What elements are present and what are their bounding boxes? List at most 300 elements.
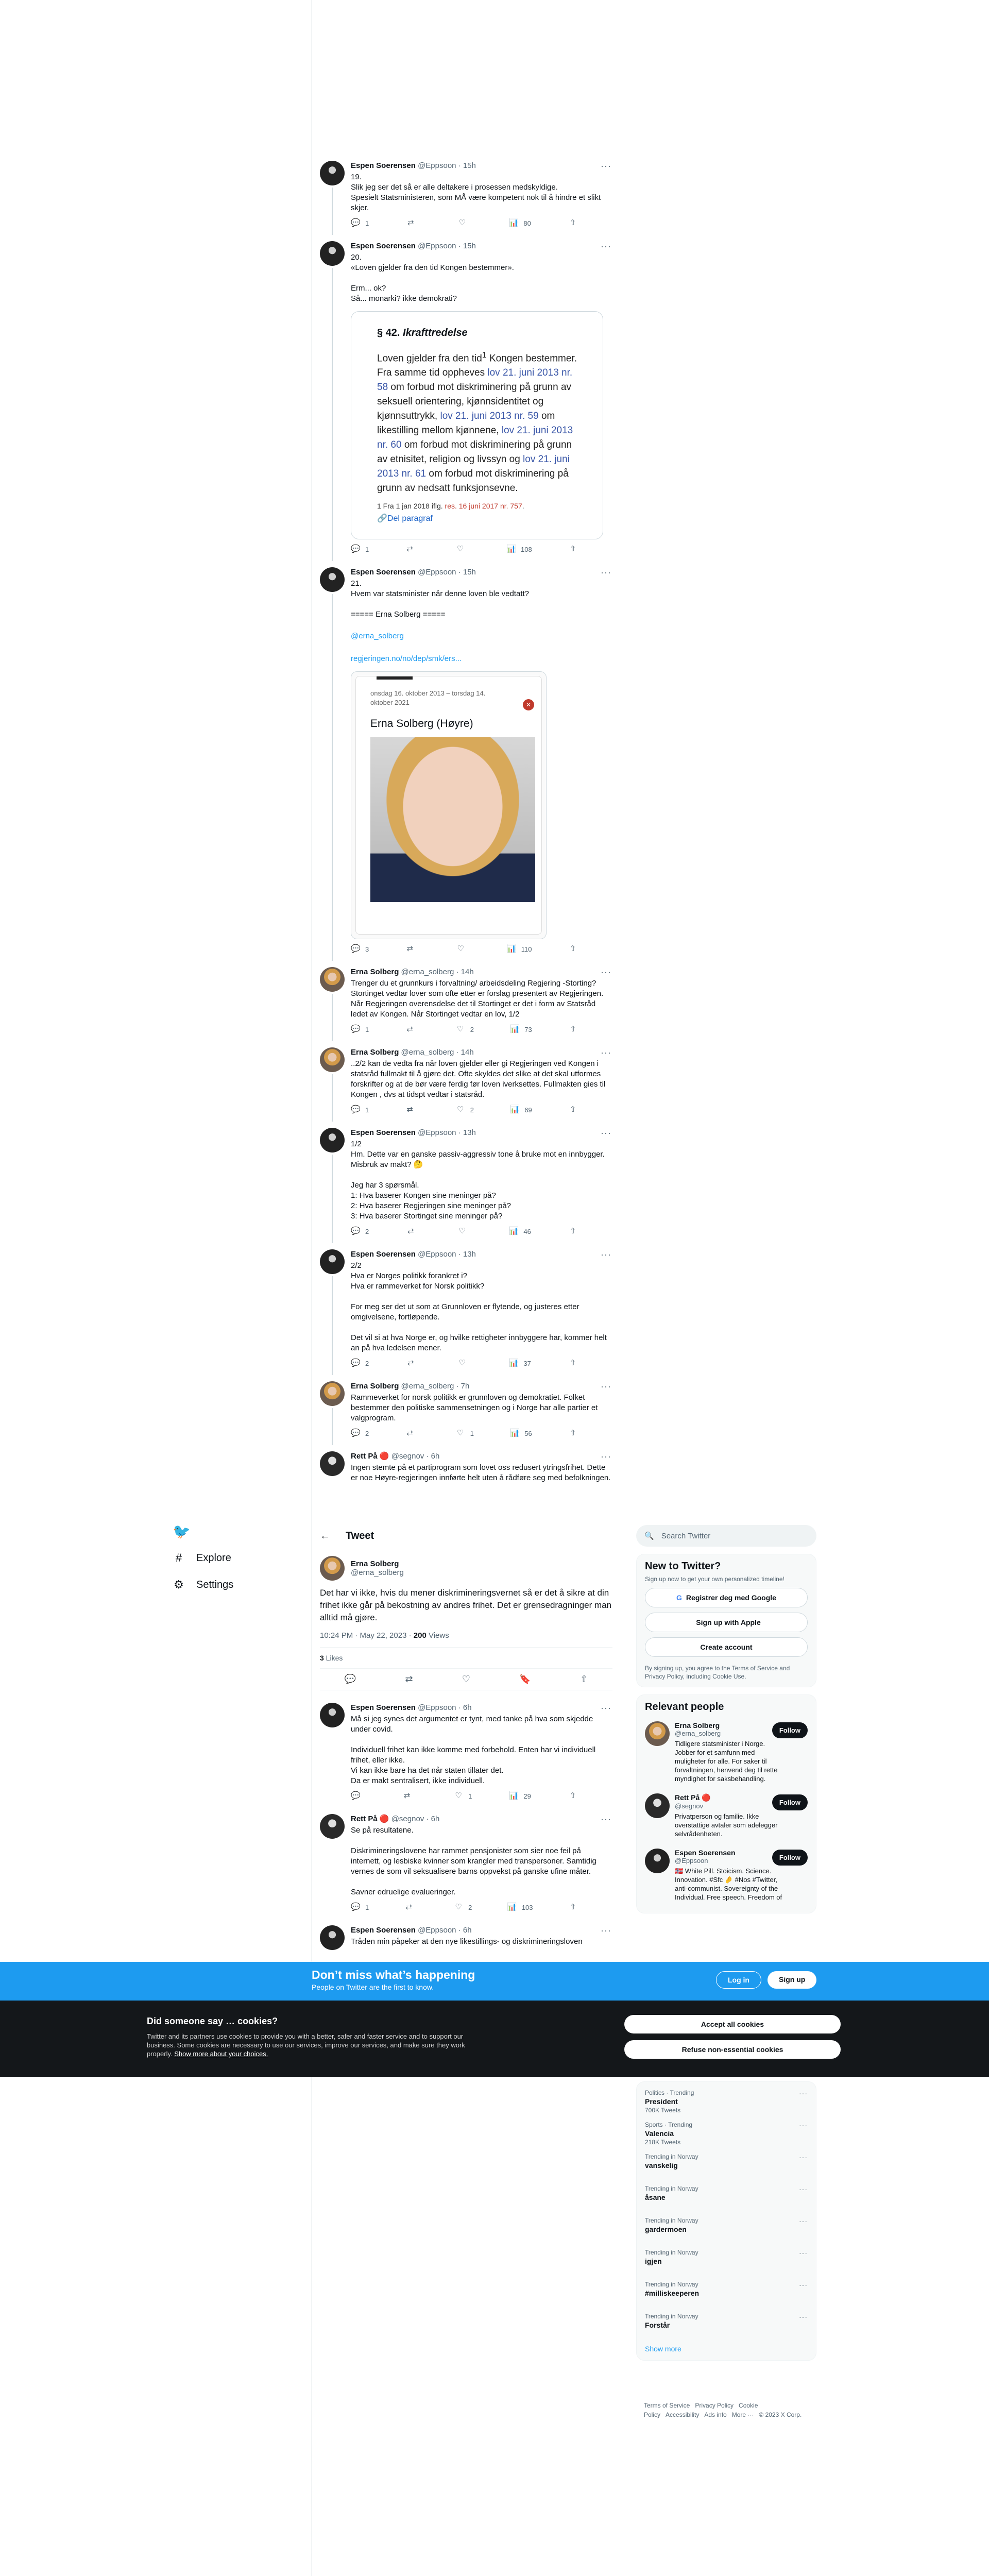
tweet-text: Trenger du et grunnkurs i forvaltning/ arbeidsdeling Regjering -Storting? Stortinget vedtar lover som ofte etter er forslag presentert av Regjeringen. Når Regjeringen overensdelse det til Stortinget er det i form av Statsråd ledet av Kongen. Når Stortinget vedtar en lov, 1/2 bbox=[351, 979, 606, 1019]
reply-button[interactable] bbox=[351, 1025, 369, 1034]
avatar[interactable] bbox=[320, 241, 345, 266]
avatar[interactable] bbox=[320, 1451, 345, 1476]
views-count: 69 bbox=[524, 1106, 532, 1114]
like-button[interactable] bbox=[454, 1791, 472, 1801]
reply-count: 2 bbox=[365, 1227, 369, 1235]
tweet-actions bbox=[351, 1791, 577, 1801]
tweet-header bbox=[351, 1381, 612, 1392]
footer-link[interactable]: © 2023 X Corp. bbox=[759, 2411, 802, 2418]
trend-count: 218K Tweets bbox=[645, 2139, 681, 2146]
trend-item[interactable] bbox=[645, 2118, 808, 2150]
avatar[interactable] bbox=[320, 1814, 345, 1839]
author-name[interactable]: Espen Soerensen bbox=[351, 1128, 416, 1138]
like-button[interactable] bbox=[456, 944, 470, 954]
retweet-icon: ⇄ bbox=[407, 1227, 414, 1236]
like-icon: ♡ bbox=[455, 1791, 462, 1800]
apple-signup-label: Sign up with Apple bbox=[696, 1618, 761, 1626]
avatar[interactable] bbox=[320, 967, 345, 992]
more-options-icon[interactable]: ··· bbox=[601, 967, 611, 978]
views-count: 110 bbox=[521, 945, 532, 953]
author-handle[interactable]: @erna_solberg bbox=[401, 1048, 454, 1057]
more-options-icon[interactable]: ··· bbox=[601, 161, 611, 171]
views-button[interactable] bbox=[510, 1429, 532, 1438]
avatar[interactable] bbox=[320, 161, 345, 185]
share-button[interactable] bbox=[568, 1227, 577, 1236]
share-button[interactable] bbox=[568, 1429, 577, 1438]
share-button[interactable] bbox=[568, 1359, 577, 1368]
tweet[interactable] bbox=[312, 1041, 621, 1122]
views-button[interactable] bbox=[506, 545, 532, 554]
more-options-icon[interactable]: ··· bbox=[601, 1128, 611, 1139]
reply-button[interactable] bbox=[351, 1105, 369, 1114]
trend-item[interactable] bbox=[645, 2246, 808, 2278]
tweet-time[interactable]: · 6h bbox=[458, 1703, 472, 1712]
tweet-header bbox=[351, 1047, 612, 1058]
trend-category: Sports · Trending bbox=[645, 2121, 693, 2128]
like-icon[interactable]: ♡ bbox=[462, 1674, 471, 1684]
create-account-label: Create account bbox=[700, 1643, 753, 1651]
avatar[interactable] bbox=[320, 1556, 345, 1581]
author-handle[interactable]: @Eppsoon bbox=[418, 161, 456, 170]
tweet[interactable] bbox=[312, 235, 621, 561]
views-button[interactable] bbox=[509, 1359, 531, 1368]
law-section-number: § 42. bbox=[377, 327, 400, 338]
author-handle[interactable]: @Eppsoon bbox=[418, 1250, 456, 1259]
more-options-icon[interactable]: ··· bbox=[601, 1703, 611, 1713]
banner-subtitle: People on Twitter are the first to know. bbox=[312, 1983, 434, 1991]
retweet-icon: ⇄ bbox=[406, 545, 413, 554]
like-button[interactable] bbox=[456, 545, 470, 554]
retweet-button[interactable] bbox=[405, 1025, 420, 1034]
share-icon: ⇧ bbox=[569, 1025, 576, 1034]
reply-icon: 💬 bbox=[351, 1105, 361, 1114]
reply-button[interactable] bbox=[351, 1359, 369, 1368]
nav-settings-label: Settings bbox=[196, 1579, 234, 1590]
retweet-icon: ⇄ bbox=[403, 1791, 411, 1800]
person-bio: Privatperson og familie. Ikke overstattige avtaler som adelegger selvrådenheten. bbox=[675, 1812, 778, 1838]
views-icon: 📊 bbox=[510, 1105, 520, 1114]
relevant-person[interactable] bbox=[645, 1716, 808, 1788]
focused-tweet-actions bbox=[320, 1669, 612, 1690]
author-name[interactable]: Espen Soerensen bbox=[351, 1926, 416, 1935]
avatar[interactable] bbox=[645, 1721, 670, 1746]
more-options-icon[interactable]: ··· bbox=[799, 2089, 808, 2097]
views-icon: 📊 bbox=[509, 1791, 519, 1800]
trend-name: åsane bbox=[645, 2193, 666, 2201]
reply-button[interactable] bbox=[351, 1791, 365, 1801]
trend-category: Trending in Norway bbox=[645, 2249, 698, 2256]
views-button[interactable] bbox=[509, 1791, 531, 1801]
more-options-icon[interactable]: ··· bbox=[799, 2217, 808, 2225]
likes-stat[interactable] bbox=[320, 1648, 612, 1669]
create-account-button[interactable] bbox=[645, 1637, 808, 1657]
author-handle[interactable]: @segnov bbox=[391, 1815, 424, 1823]
share-button[interactable] bbox=[568, 1791, 577, 1801]
more-options-icon[interactable]: ··· bbox=[601, 1381, 611, 1392]
apple-signup-button[interactable] bbox=[645, 1613, 808, 1632]
conversation-thread bbox=[312, 155, 621, 1490]
detail-title: Tweet bbox=[346, 1530, 374, 1541]
cookie-more-link[interactable]: Show more about your choices. bbox=[174, 2050, 268, 2058]
trend-item[interactable] bbox=[645, 2214, 808, 2246]
panel-subtitle: Sign up now to get your own personalized timeline! bbox=[645, 1575, 785, 1583]
share-button[interactable] bbox=[568, 545, 577, 554]
tweet-time[interactable]: · 15h bbox=[458, 242, 476, 250]
more-options-icon[interactable]: ··· bbox=[799, 2249, 808, 2257]
retweet-button[interactable] bbox=[405, 545, 420, 554]
reply-button[interactable] bbox=[351, 944, 369, 954]
tweet[interactable] bbox=[312, 1122, 621, 1243]
follow-button[interactable]: Follow bbox=[772, 1794, 808, 1810]
views-button[interactable] bbox=[509, 218, 531, 228]
reply-button[interactable] bbox=[351, 545, 369, 554]
like-count: 2 bbox=[468, 1903, 472, 1911]
trend-item[interactable] bbox=[645, 2086, 808, 2118]
follow-button[interactable]: Follow bbox=[772, 1722, 808, 1738]
more-options-icon[interactable]: ··· bbox=[601, 1249, 611, 1260]
url-link[interactable]: regjeringen.no/no/dep/smk/ers... bbox=[351, 654, 462, 664]
hashtag-icon: # bbox=[175, 1551, 182, 1564]
author-handle[interactable]: @Eppsoon bbox=[418, 568, 456, 577]
cookie-title: Did someone say … cookies? bbox=[147, 2016, 278, 2026]
trend-list bbox=[645, 2086, 808, 2342]
tweet-time[interactable]: · 7h bbox=[456, 1382, 470, 1391]
retweet-button[interactable] bbox=[404, 1903, 419, 1912]
author-name[interactable]: Rett På 🔴 bbox=[351, 1815, 389, 1823]
views-icon: 📊 bbox=[509, 218, 519, 227]
tweet-time[interactable]: · 14h bbox=[456, 968, 474, 977]
trend-item[interactable] bbox=[645, 2150, 808, 2182]
person-handle[interactable]: @erna_solberg bbox=[675, 1730, 721, 1737]
thread-connector bbox=[332, 1408, 333, 1445]
thread-connector bbox=[332, 268, 333, 561]
trend-category: Trending in Norway bbox=[645, 2185, 698, 2192]
person-info bbox=[675, 1793, 783, 1838]
refuse-cookies-button[interactable]: Refuse non-essential cookies bbox=[624, 2040, 841, 2059]
tweet-time[interactable]: · 6h bbox=[426, 1815, 440, 1823]
law-text-segment: om forbud mot diskriminering på grunn av etnisitet, religion og livssyn og bbox=[377, 439, 572, 465]
signup-terms: By signing up, you agree to the Terms of Service and Privacy Policy, including Cookie Use. bbox=[645, 1665, 790, 1680]
accept-cookies-button[interactable]: Accept all cookies bbox=[624, 2015, 841, 2033]
tweet-actions bbox=[351, 1429, 577, 1438]
tweet-text: Se på resultatene. Diskrimineringslovene har rammet pensjonister som sier noe feil på internett, og lesbiske kvinner som krangler med transpersoner. Samtidig vernes de som vil seksualisere barns oppvekst på ganske ufine måter. Savner edruelige evalueringer. bbox=[351, 1826, 596, 1896]
follow-button[interactable]: Follow bbox=[772, 1850, 808, 1866]
reply-count: 1 bbox=[365, 1025, 369, 1033]
more-options-icon[interactable]: ··· bbox=[799, 2185, 808, 2193]
more-options-icon[interactable]: ··· bbox=[799, 2153, 808, 2161]
more-options-icon[interactable]: ··· bbox=[601, 567, 611, 578]
trend-category: Trending in Norway bbox=[645, 2313, 698, 2320]
author-handle[interactable]: @erna_solberg bbox=[351, 1568, 404, 1577]
close-icon[interactable]: ✕ bbox=[523, 699, 534, 710]
footnote-link[interactable]: res. 16 juni 2017 nr. 757 bbox=[445, 502, 522, 511]
share-button[interactable] bbox=[568, 1903, 577, 1912]
tweet-time[interactable]: · 6h bbox=[426, 1452, 440, 1461]
law-reference-link[interactable]: lov 21. juni 2013 nr. 61 bbox=[377, 454, 570, 480]
tweet[interactable] bbox=[312, 561, 621, 961]
person-info bbox=[675, 1721, 783, 1783]
tweet-text: ..2/2 kan de vedta fra når loven gjelder eller gi Regjeringen ved Kongen i statsråd fullmakt til å gjøre det. Ofte skyldes det slike at det skal utformes forskrifter og at de bør være ferdig før loven iverksettes. Fullmakten gies til Kongen , dvs at tidspt vedtar i statsråd. bbox=[351, 1059, 608, 1099]
retweet-icon: ⇄ bbox=[406, 944, 414, 954]
focused-tweet bbox=[312, 1550, 621, 1697]
like-count: 1 bbox=[470, 1429, 474, 1437]
law-reference-link[interactable]: lov 21. juni 2013 nr. 58 bbox=[377, 367, 573, 393]
footer-link[interactable]: More ··· bbox=[731, 2411, 754, 2418]
bookmark-icon[interactable]: 🔖 bbox=[519, 1674, 531, 1684]
person-name[interactable]: Espen Soerensen bbox=[675, 1849, 736, 1857]
show-more-link[interactable]: Show more bbox=[645, 2345, 681, 2353]
views-icon: 📊 bbox=[507, 1903, 517, 1911]
like-button[interactable] bbox=[456, 1105, 474, 1114]
views-button[interactable] bbox=[507, 1903, 533, 1912]
author-name[interactable]: Erna Solberg bbox=[351, 1560, 399, 1568]
tweet-time[interactable]: · 13h bbox=[458, 1250, 476, 1259]
author-name[interactable]: Erna Solberg bbox=[351, 1048, 399, 1057]
reply-button[interactable] bbox=[351, 218, 369, 228]
tweet[interactable] bbox=[312, 1808, 621, 1919]
avatar[interactable] bbox=[645, 1849, 670, 1873]
reply-button[interactable] bbox=[351, 1429, 369, 1438]
tweet-time[interactable]: · 14h bbox=[456, 1048, 474, 1057]
author-name[interactable]: Espen Soerensen bbox=[351, 1703, 416, 1712]
relevant-person[interactable] bbox=[645, 1843, 808, 1907]
author-handle[interactable]: @segnov bbox=[391, 1452, 424, 1461]
footer-link[interactable]: Cookie Policy bbox=[644, 2402, 758, 2418]
views-icon: 📊 bbox=[509, 1227, 519, 1236]
reply-icon: 💬 bbox=[351, 1791, 361, 1800]
author-name[interactable]: Rett På 🔴 bbox=[351, 1452, 389, 1461]
tweet[interactable] bbox=[312, 1243, 621, 1375]
author-name[interactable]: Espen Soerensen bbox=[351, 161, 416, 170]
share-button[interactable] bbox=[568, 218, 577, 228]
relevant-person[interactable] bbox=[645, 1788, 808, 1843]
tweet-text: Ingen stemte på et partiprogram som lovet oss redusert ytringsfrihet. Dette er noe Høyre-regjeringen innførte helt uten å rådføre seg med befolkningen. bbox=[351, 1463, 611, 1483]
law-reference-link[interactable]: lov 21. juni 2013 nr. 60 bbox=[377, 425, 573, 451]
avatar[interactable] bbox=[320, 1925, 345, 1950]
reply-icon[interactable]: 💬 bbox=[344, 1674, 356, 1684]
views-icon: 📊 bbox=[509, 1359, 519, 1368]
reply-button[interactable] bbox=[351, 1227, 369, 1236]
share-button[interactable] bbox=[568, 1025, 577, 1034]
tweet[interactable] bbox=[312, 155, 621, 235]
retweet-icon: ⇄ bbox=[407, 1359, 414, 1368]
avatar[interactable] bbox=[320, 1703, 345, 1727]
like-button[interactable] bbox=[457, 218, 472, 228]
more-options-icon[interactable]: ··· bbox=[601, 1925, 611, 1936]
author-handle[interactable]: @Eppsoon bbox=[418, 242, 456, 250]
trend-category: Trending in Norway bbox=[645, 2281, 698, 2288]
person-name[interactable]: Erna Solberg bbox=[675, 1721, 720, 1730]
law-text bbox=[377, 348, 577, 496]
back-arrow-icon[interactable]: ← bbox=[320, 1530, 330, 1541]
tweet[interactable] bbox=[312, 1375, 621, 1445]
trend-name: gardermoen bbox=[645, 2225, 687, 2233]
views-button[interactable] bbox=[510, 1025, 532, 1034]
tweet-actions bbox=[351, 1359, 577, 1368]
author-name[interactable]: Espen Soerensen bbox=[351, 242, 416, 250]
retweet-button[interactable] bbox=[406, 1227, 420, 1236]
person-handle[interactable]: @segnov bbox=[675, 1802, 704, 1810]
like-button[interactable] bbox=[454, 1903, 472, 1912]
retweet-button[interactable] bbox=[402, 1791, 417, 1801]
author-name[interactable]: Espen Soerensen bbox=[351, 1250, 416, 1259]
law-text-segment: Loven gjelder fra den tid bbox=[377, 353, 482, 364]
reply-count: 1 bbox=[365, 1903, 369, 1911]
like-count: 1 bbox=[468, 1792, 472, 1800]
author-handle[interactable]: @Eppsoon bbox=[418, 1926, 456, 1935]
like-icon: ♡ bbox=[458, 218, 466, 227]
avatar[interactable] bbox=[320, 567, 345, 592]
trend-item[interactable] bbox=[645, 2278, 808, 2310]
law-title bbox=[377, 327, 577, 339]
person-name[interactable]: Rett På 🔴 bbox=[675, 1793, 711, 1802]
login-button[interactable]: Log in bbox=[716, 1971, 761, 1989]
author-handle[interactable]: @Eppsoon bbox=[418, 1703, 456, 1712]
footer-link[interactable]: Accessibility bbox=[666, 2411, 700, 2418]
law-text-segment: om forbud mot diskriminering på grunn av nedsatt funksjonsevne. bbox=[377, 468, 569, 494]
tweet-text: 21. Hvem var statsminister når denne loven ble vedtatt? ===== Erna Solberg ===== bbox=[351, 579, 530, 619]
views-icon: 📊 bbox=[510, 1429, 520, 1438]
more-options-icon[interactable]: ··· bbox=[799, 2121, 808, 2129]
law-text-segment: om forbud mot diskriminering på grunn av seksuell orientering, kjønnsidentitet og kjønnsuttrykk, bbox=[377, 382, 572, 422]
twitter-logo-icon[interactable]: 🐦 bbox=[173, 1523, 191, 1539]
tweet-text: 1/2 Hm. Dette var en ganske passiv-aggressiv tone å bruke mot en innbygger. Misbruk av makt? 🤔 Jeg har 3 spørsmål. 1: Hva baserer Kongen sine meninger på? 2: Hva baserer Regjeringen sine meninger på? 3: Hva baserer Stortinget sine meninger på? bbox=[351, 1140, 605, 1221]
tweet[interactable] bbox=[312, 1919, 621, 1954]
like-icon: ♡ bbox=[458, 1359, 466, 1368]
footer-link[interactable]: Terms of Service bbox=[644, 2402, 690, 2409]
trend-name: igjen bbox=[645, 2257, 662, 2265]
more-options-icon[interactable]: ··· bbox=[601, 1047, 611, 1058]
law-paragraph-card[interactable] bbox=[351, 311, 603, 539]
like-button[interactable] bbox=[457, 1227, 472, 1236]
nav-settings[interactable] bbox=[173, 1571, 306, 1598]
tweet[interactable] bbox=[312, 1697, 621, 1808]
more-options-icon[interactable]: ··· bbox=[799, 2281, 808, 2289]
tweet-text: 19. Slik jeg ser det så er alle deltakere i prosessen medskyldige. Spesielt Statsministeren, som MÅ være kompetent nok til å hindre et slikt skjer. bbox=[351, 173, 601, 212]
cookie-text: Twitter and its partners use cookies to provide you with a better, safer and faster service and to support our business. Some cookies are necessary to use our services, improve our services, and make sure they work properly. bbox=[147, 2032, 465, 2058]
more-options-icon[interactable]: ··· bbox=[601, 1814, 611, 1824]
author-handle[interactable]: @erna_solberg bbox=[401, 1382, 454, 1391]
retweet-button[interactable] bbox=[405, 944, 420, 954]
tweet-header bbox=[351, 161, 612, 171]
preview-top-bar bbox=[377, 676, 413, 680]
share-icon: ⇧ bbox=[569, 1359, 576, 1368]
like-button[interactable] bbox=[457, 1359, 472, 1368]
new-to-twitter-panel bbox=[636, 1554, 816, 1687]
focused-tweet-author bbox=[320, 1556, 612, 1581]
tweet-time[interactable]: 10:24 PM · May 22, 2023 · bbox=[320, 1631, 414, 1640]
author-name[interactable]: Espen Soerensen bbox=[351, 568, 416, 577]
avatar[interactable] bbox=[320, 1381, 345, 1406]
trend-item[interactable] bbox=[645, 2310, 808, 2342]
trend-item[interactable] bbox=[645, 2182, 808, 2214]
signup-button[interactable]: Sign up bbox=[768, 1971, 816, 1989]
tweet-time[interactable]: · 6h bbox=[458, 1926, 472, 1935]
retweet-button[interactable] bbox=[405, 1105, 420, 1114]
person-info bbox=[675, 1849, 783, 1902]
share-button[interactable] bbox=[568, 944, 577, 954]
trends-panel bbox=[636, 2081, 816, 2361]
share-button[interactable] bbox=[568, 1105, 577, 1114]
tweet-actions bbox=[351, 545, 577, 554]
nav-explore[interactable] bbox=[173, 1545, 306, 1571]
reply-button[interactable] bbox=[351, 1903, 369, 1912]
cookie-body bbox=[147, 2032, 487, 2058]
law-reference-link[interactable]: lov 21. juni 2013 nr. 59 bbox=[440, 411, 539, 422]
share-icon: ⇧ bbox=[569, 218, 576, 227]
views-button[interactable] bbox=[509, 1227, 531, 1236]
avatar[interactable] bbox=[320, 1128, 345, 1153]
reply-icon: 💬 bbox=[351, 1025, 361, 1034]
retweet-button[interactable] bbox=[406, 1359, 420, 1368]
views-count: 200 bbox=[413, 1631, 427, 1640]
like-button[interactable] bbox=[456, 1025, 474, 1034]
retweet-button[interactable] bbox=[405, 1429, 420, 1438]
share-icon: ⇧ bbox=[569, 944, 576, 954]
views-count: 37 bbox=[523, 1359, 531, 1367]
avatar[interactable] bbox=[320, 1249, 345, 1274]
tweet-header bbox=[351, 1249, 612, 1260]
tweet-time[interactable]: · 15h bbox=[458, 568, 476, 577]
author-handle[interactable]: @erna_solberg bbox=[401, 968, 454, 977]
tweet[interactable] bbox=[312, 961, 621, 1041]
google-signup-button[interactable] bbox=[645, 1588, 808, 1607]
preview-content bbox=[355, 676, 542, 935]
trend-name: vanskelig bbox=[645, 2161, 678, 2170]
replies-list bbox=[312, 1697, 621, 1954]
share-paragraph-link[interactable]: 🔗Del paragraf bbox=[377, 514, 433, 523]
search-input[interactable]: Search Twitter bbox=[661, 1531, 711, 1540]
author-name[interactable]: Erna Solberg bbox=[351, 968, 399, 977]
tweet-time[interactable]: · 13h bbox=[458, 1128, 476, 1138]
footer-link[interactable]: Privacy Policy bbox=[695, 2402, 734, 2409]
tweet-time[interactable]: · 15h bbox=[458, 161, 476, 170]
search-box[interactable] bbox=[636, 1525, 816, 1547]
more-options-icon[interactable]: ··· bbox=[799, 2313, 808, 2321]
footer-link[interactable]: Ads info bbox=[704, 2411, 727, 2418]
share-icon: ⇧ bbox=[569, 1903, 576, 1911]
share-icon: ⇧ bbox=[569, 1791, 576, 1800]
author-handle[interactable]: @Eppsoon bbox=[418, 1128, 456, 1138]
tweet[interactable] bbox=[312, 1445, 621, 1490]
link-preview-card[interactable] bbox=[351, 671, 547, 939]
cookie-banner bbox=[0, 2001, 989, 2077]
like-button[interactable] bbox=[456, 1429, 474, 1438]
retweet-icon[interactable]: ⇄ bbox=[405, 1674, 413, 1684]
author-name[interactable]: Erna Solberg bbox=[351, 1382, 399, 1391]
views-count: 108 bbox=[521, 545, 532, 553]
more-options-icon[interactable]: ··· bbox=[601, 1451, 611, 1462]
retweet-button[interactable] bbox=[406, 218, 420, 228]
reply-icon: 💬 bbox=[351, 1429, 361, 1438]
panel-title: Relevant people bbox=[645, 1701, 724, 1713]
views-button[interactable] bbox=[510, 1105, 532, 1114]
trend-name: Forstår bbox=[645, 2321, 670, 2329]
reply-icon: 💬 bbox=[351, 1359, 361, 1368]
avatar[interactable] bbox=[645, 1793, 670, 1818]
tweet-header bbox=[351, 967, 612, 977]
likes-count: 3 bbox=[320, 1654, 324, 1662]
thread-connector bbox=[332, 594, 333, 961]
mention-link[interactable]: @erna_solberg bbox=[351, 632, 404, 641]
more-options-icon[interactable]: ··· bbox=[601, 241, 611, 251]
person-bio: 🇳🇴 White Pill. Stoicism. Science. Innovation. #Sfc 🤌 #Nos #Twitter, anti-communist. Sovereignty of the Individual. Free speech. Freedom of bbox=[675, 1867, 782, 1901]
person-handle[interactable]: @Eppsoon bbox=[675, 1857, 708, 1865]
share-icon[interactable]: ⇧ bbox=[580, 1674, 588, 1684]
views-button[interactable] bbox=[507, 944, 532, 954]
avatar[interactable] bbox=[320, 1047, 345, 1072]
tweet-header bbox=[351, 1814, 612, 1824]
